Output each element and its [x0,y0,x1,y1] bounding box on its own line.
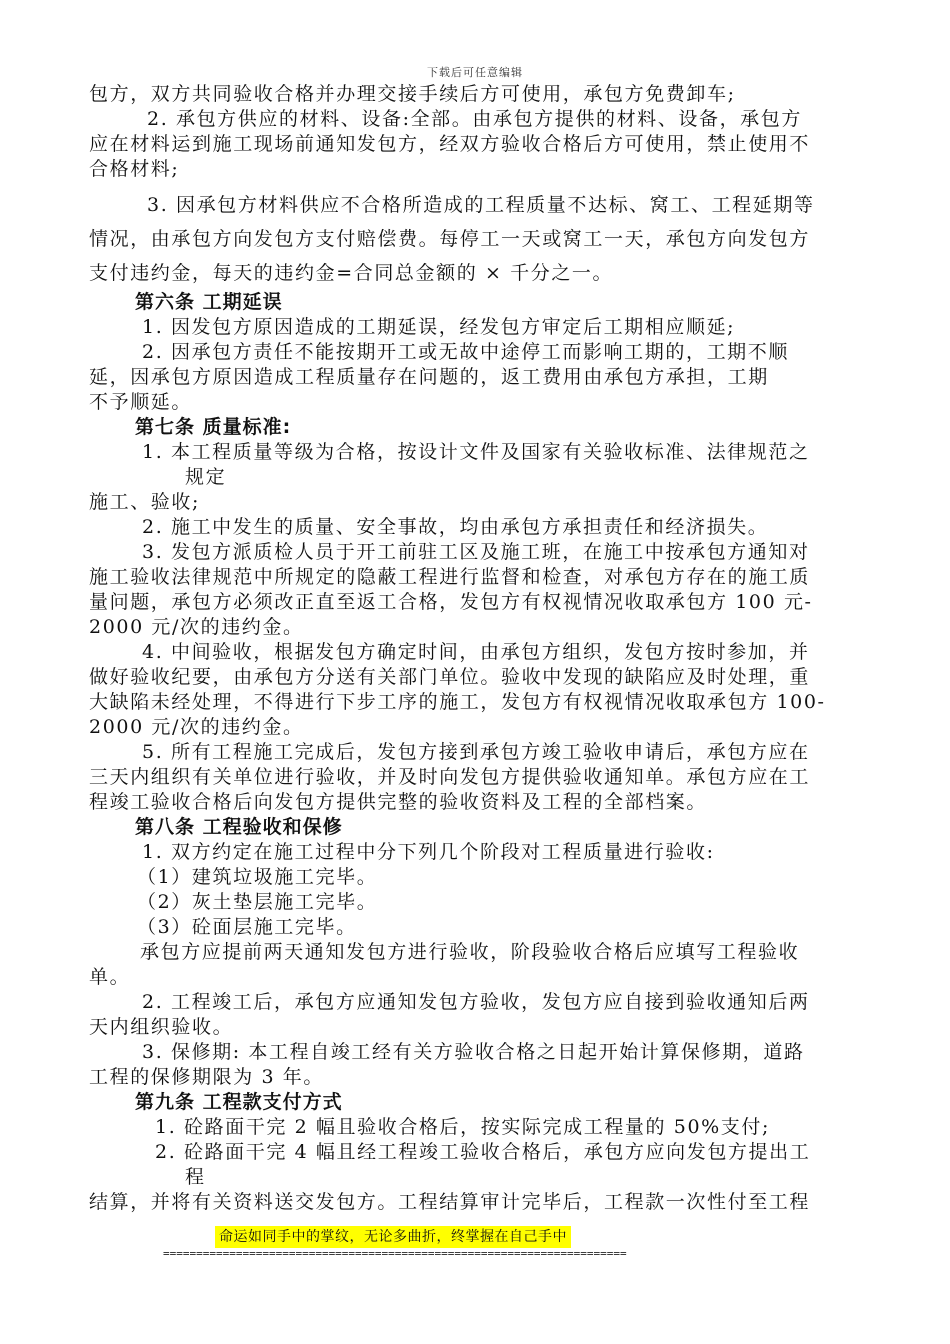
text-line: 包方，双方共同验收合格并办理交接手续后方可使用，承包方免费卸车; [89,83,736,105]
text-line: 天内组织验收。 [89,1016,234,1038]
text-line: 单。 [89,966,131,988]
text-line: 1. 砼路面干完 2 幅且验收合格后，按实际完成工程量的 50%支付; [155,1116,771,1138]
text-line: 2. 工程竣工后，承包方应通知发包方验收，发包方应自接到验收通知后两 [142,991,810,1013]
text-line: 2000 元/次的违约金。 [89,716,304,738]
document-body [89,82,879,1215]
text-line: 2. 因承包方责任不能按期开工或无故中途停工而影响工期的，工期不顺 [142,341,789,363]
text-line: 支付违约金，每天的违约金=合同总金额的 × 千分之一。 [89,262,614,284]
list-item: （1）建筑垃圾施工完毕。 [137,866,378,888]
text-line: 大缺陷未经处理，不得进行下步工序的施工，发包方有权视情况收取承包方 100- [89,691,826,713]
text-line: 1. 因发包方原因造成的工期延误，经发包方审定后工期相应顺延; [142,316,736,338]
section-heading: 第八条 工程验收和保修 [135,816,343,838]
text-line: 延，因承包方原因造成工程质量存在问题的，返工费用由承包方承担，工期 [89,366,769,388]
text-line: 2. 砼路面干完 4 幅且经工程竣工验收合格后，承包方应向发包方提出工 [155,1141,811,1163]
text-line: 施工、验收; [89,491,201,513]
text-line: 3. 保修期: 本工程自竣工经有关方验收合格之日起开始计算保修期，道路 [142,1041,805,1063]
text-line: 合格材料; [89,158,180,180]
section-heading: 第九条 工程款支付方式 [135,1091,343,1113]
section-heading: 第七条 质量标准: [135,416,292,438]
section-heading: 第六条 工期延误 [135,291,283,313]
text-line: 做好验收纪要，由承包方分送有关部门单位。验收中发现的缺陷应及时处理，重 [89,666,811,688]
text-line: 程 [185,1166,206,1188]
text-line: 应在材料运到施工现场前通知发包方，经双方验收合格后方可使用，禁止使用不 [89,133,811,155]
text-line: 量问题，承包方必须改正直至返工合格，发包方有权视情况收取承包方 100 元- [89,591,813,613]
text-line: 结算，并将有关资料送交发包方。工程结算审计完毕后，工程款一次性付至工程 [89,1191,811,1213]
text-line: 施工验收法律规范中所规定的隐蔽工程进行监督和检查，对承包方存在的施工质 [89,566,811,588]
footer-rule: ====================================================================== [163,1247,627,1260]
text-line: 三天内组织有关单位进行验收，并及时向发包方提供验收通知单。承包方应在工 [89,766,811,788]
text-line: 情况，由承包方向发包方支付赔偿费。每停工一天或窝工一天，承包方向发包方 [89,228,811,250]
text-line: 程竣工验收合格后向发包方提供完整的验收资料及工程的全部档案。 [89,791,708,813]
page-header: 下载后可任意编辑 [427,66,523,79]
text-line: 规定 [185,466,227,488]
text-line: 1. 双方约定在施工过程中分下列几个阶段对工程质量进行验收: [142,841,715,863]
text-line: 3. 因承包方材料供应不合格所造成的工程质量不达标、窝工、工程延期等 [147,194,815,216]
list-item: （2）灰土垫层施工完毕。 [137,891,378,913]
text-line: 5. 所有工程施工完成后，发包方接到承包方竣工验收申请后，承包方应在 [142,741,810,763]
text-line: 1. 本工程质量等级为合格，按设计文件及国家有关验收标准、法律规范之 [142,441,810,463]
text-line: 承包方应提前两天通知发包方进行验收，阶段验收合格后应填写工程验收 [140,941,800,963]
text-line: 2. 施工中发生的质量、安全事故，均由承包方承担责任和经济损失。 [142,516,769,538]
text-line: 3. 发包方派质检人员于开工前驻工区及施工班，在施工中按承包方通知对 [142,541,810,563]
footer-banner: 命运如同手中的掌纹，无论多曲折，终掌握在自己手中 [215,1226,571,1248]
text-line: 4. 中间验收，根据发包方确定时间，由承包方组织，发包方按时参加，并 [142,641,810,663]
list-item: （3）砼面层施工完毕。 [137,916,357,938]
text-line: 不予顺延。 [89,391,193,413]
text-line: 2000 元/次的违约金。 [89,616,304,638]
text-line: 工程的保修期限为 3 年。 [89,1066,324,1088]
text-line: 2. 承包方供应的材料、设备:全部。由承包方提供的材料、设备，承包方 [147,108,802,130]
